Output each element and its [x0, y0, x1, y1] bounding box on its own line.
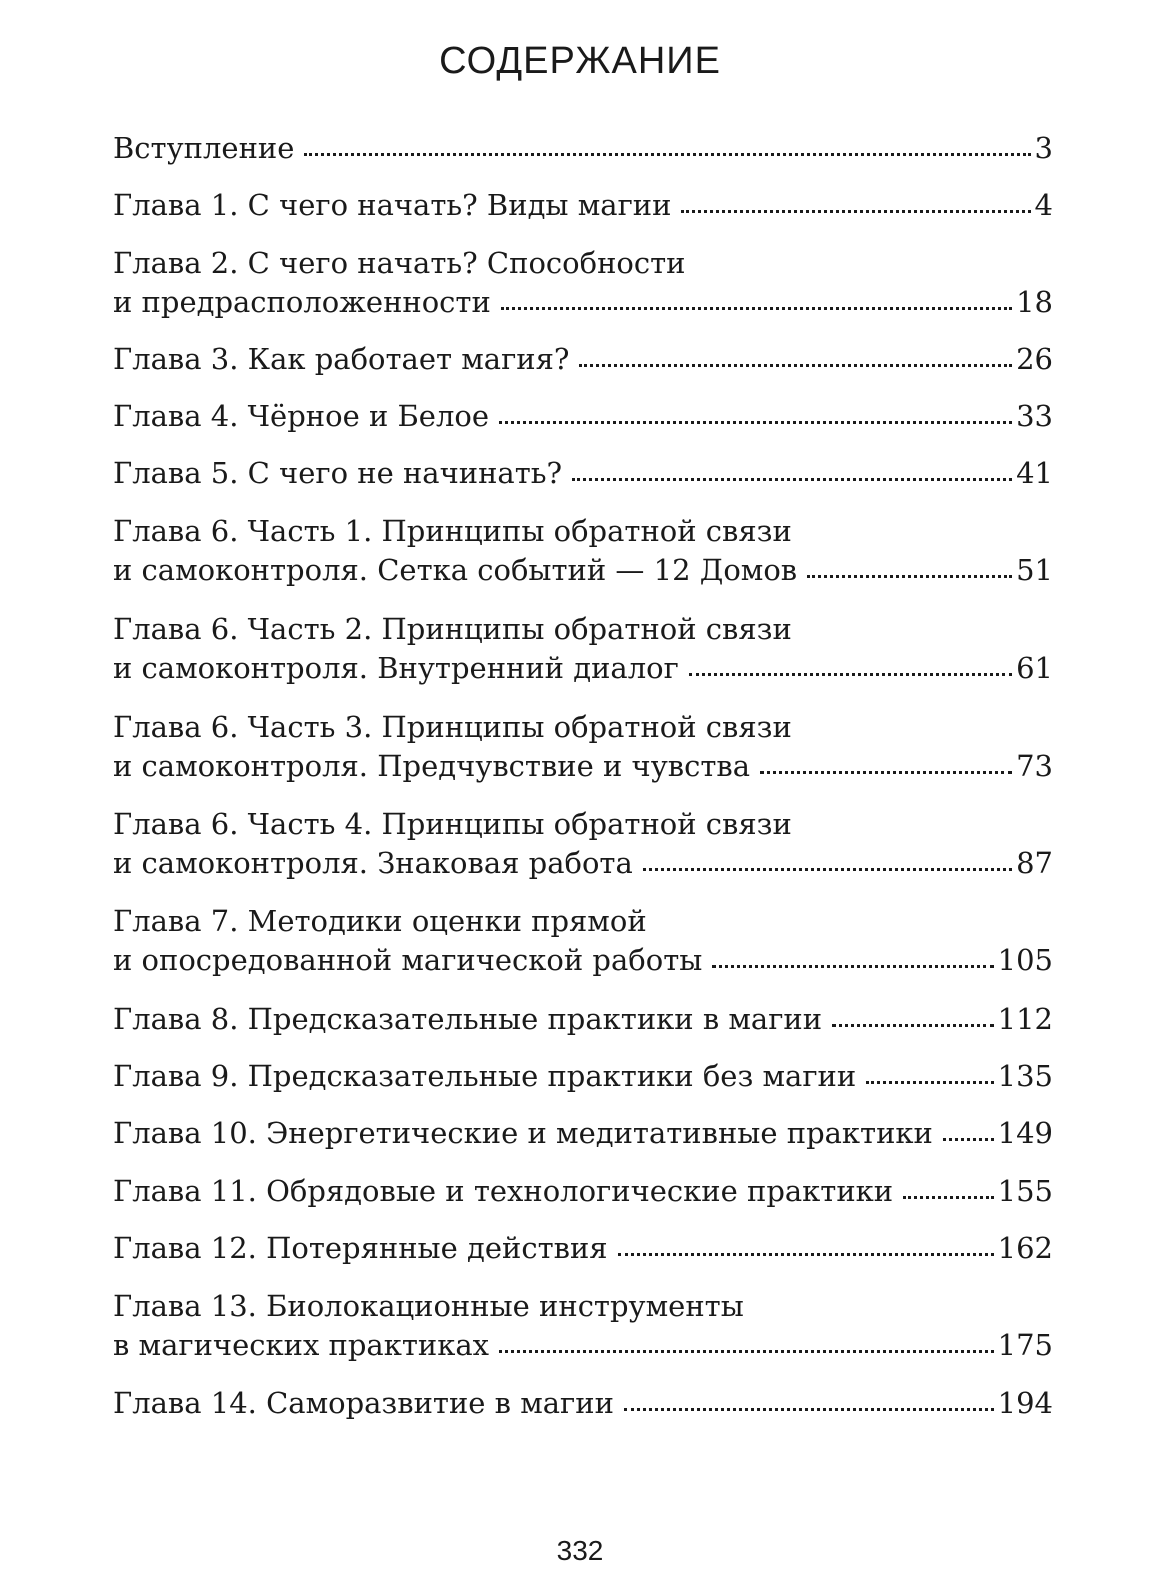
dot-leader — [832, 1018, 994, 1027]
toc-entry-title-cont: в магических практиках — [113, 1328, 489, 1362]
toc-page-number: 155 — [997, 1174, 1053, 1208]
toc-entry-title: Глава 7. Методики оценки прямой — [113, 904, 647, 938]
dot-leader — [689, 667, 1012, 676]
dot-leader — [943, 1132, 994, 1141]
toc-entry-title: Глава 2. С чего начать? Способности — [113, 246, 686, 280]
dot-leader — [579, 358, 1012, 367]
toc-page-number: 26 — [1016, 342, 1053, 376]
toc-entry-title: Глава 6. Часть 4. Принципы обратной связи — [113, 807, 792, 841]
toc-entry-title: Глава 3. Как работает магия? — [113, 342, 570, 376]
toc-entry-title: Глава 10. Энергетические и медитативные практики — [113, 1116, 933, 1150]
toc-entry-title: Глава 14. Саморазвитие в магии — [113, 1386, 614, 1420]
toc-page-number: 135 — [997, 1059, 1053, 1093]
dot-leader — [572, 472, 1012, 481]
toc-entry-title: Глава 6. Часть 2. Принципы обратной связи — [113, 612, 792, 646]
dot-leader — [501, 301, 1012, 310]
toc-entry-title-cont: и опосредованной магической работы — [113, 943, 703, 977]
toc-page-number: 149 — [997, 1116, 1053, 1150]
toc-entry-title: Глава 4. Чёрное и Белое — [113, 399, 490, 433]
toc-entry-title: Глава 6. Часть 1. Принципы обратной связи — [113, 514, 792, 548]
toc-page-number: 33 — [1016, 399, 1053, 433]
toc-page-number: 73 — [1016, 749, 1053, 783]
toc-entry-title-cont: и самоконтроля. Знаковая работа — [113, 846, 633, 880]
dot-leader — [712, 959, 993, 968]
toc-entry-title-cont: и самоконтроля. Сетка событий — 12 Домов — [113, 553, 798, 587]
toc-entry-title: Вступление — [113, 131, 295, 165]
toc-page-number: 4 — [1034, 188, 1053, 222]
toc-entry-title: Глава 6. Часть 3. Принципы обратной связи — [113, 710, 792, 744]
toc-page-number: 18 — [1016, 285, 1053, 319]
dot-leader — [304, 147, 1030, 156]
toc-page-number: 112 — [997, 1002, 1053, 1036]
page-number: 332 — [556, 1535, 604, 1566]
toc-page-number: 162 — [997, 1231, 1053, 1265]
toc-page-number: 51 — [1016, 553, 1053, 587]
toc-entry-title: Глава 13. Биолокационные инструменты — [113, 1289, 744, 1323]
dot-leader — [624, 1402, 994, 1411]
toc-entry-title: Глава 11. Обрядовые и технологические практики — [113, 1174, 894, 1208]
toc-entry-title: Глава 9. Предсказательные практики без магии — [113, 1059, 857, 1093]
dot-leader — [866, 1075, 993, 1084]
dot-leader — [618, 1247, 994, 1256]
toc-entry-title-cont: и предрасположенности — [113, 285, 491, 319]
dot-leader — [499, 415, 1012, 424]
toc-page-number: 41 — [1016, 456, 1053, 490]
dot-leader — [760, 765, 1012, 774]
dot-leader — [643, 862, 1012, 871]
page-title: СОДЕРЖАНИЕ — [439, 40, 721, 82]
toc-page-number: 194 — [997, 1386, 1053, 1420]
toc-entry-title: Глава 1. С чего начать? Виды магии — [113, 188, 672, 222]
dot-leader — [807, 569, 1012, 578]
dot-leader — [499, 1344, 994, 1353]
toc-entry-title: Глава 12. Потерянные действия — [113, 1231, 608, 1265]
toc-entry-title: Глава 8. Предсказательные практики в магии — [113, 1002, 823, 1036]
toc-entry-title-cont: и самоконтроля. Внутренний диалог — [113, 651, 679, 685]
dot-leader — [903, 1190, 994, 1199]
toc-page-number: 61 — [1016, 651, 1053, 685]
toc-page-number: 3 — [1034, 131, 1053, 165]
toc-entry-title: Глава 5. С чего не начинать? — [113, 456, 563, 490]
toc-page-number: 105 — [997, 943, 1053, 977]
toc-entry-title-cont: и самоконтроля. Предчувствие и чувства — [113, 749, 750, 783]
toc-page-number: 87 — [1016, 846, 1053, 880]
toc-page-number: 175 — [997, 1328, 1053, 1362]
dot-leader — [681, 204, 1030, 213]
